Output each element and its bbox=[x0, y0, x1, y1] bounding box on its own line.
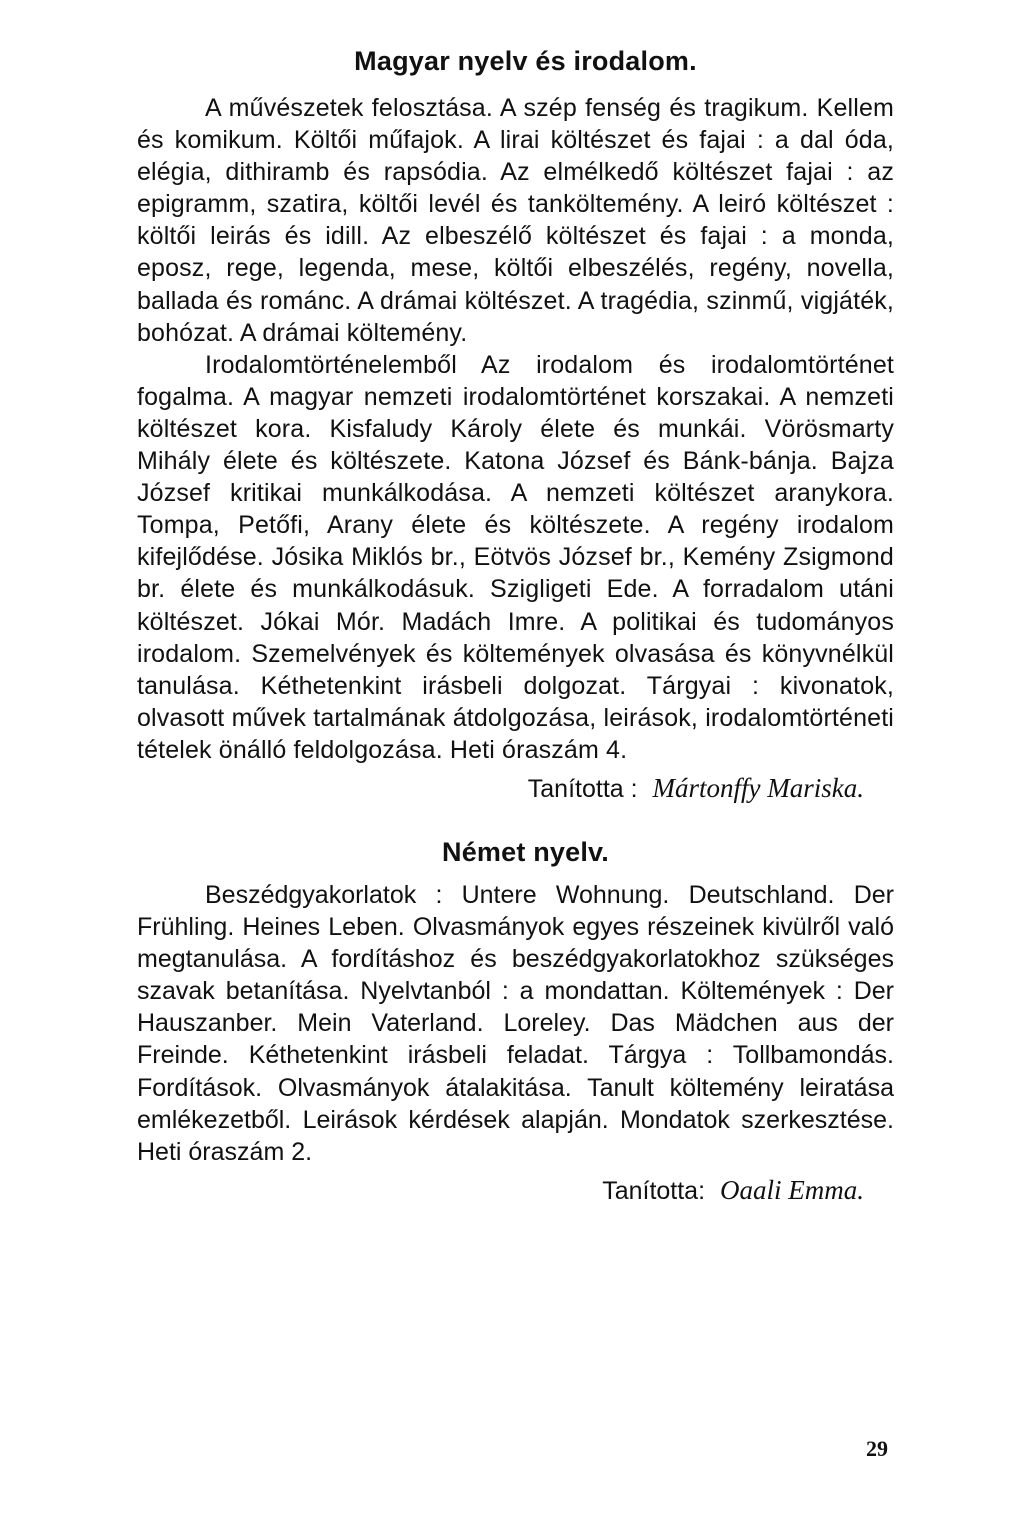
section-german bbox=[137, 835, 894, 1207]
document-page bbox=[137, 44, 894, 1207]
teacher-name: Oaali Emma. bbox=[720, 1174, 864, 1205]
section-heading-german: Német nyelv. bbox=[442, 836, 609, 867]
section-hungarian bbox=[137, 44, 894, 805]
section-heading-hungarian: Magyar nyelv és irodalom. bbox=[354, 46, 697, 76]
paragraph-literature: A művészetek felosztása. A szép fenség és tragikum. Kellem és komikum. Költői műfajok. A lirai költészet és fajai : a dal óda, elégia, dithiramb és rapsódia. Az elmélkedő költészet fajai : az epigramm, szatira, költői levél és tanköltemény. A leiró költészet : költői leirás és idill. Az elbeszélő költészet és fajai : a monda, eposz, rege, legenda, mese, költői elbeszélés, regény, novella, ballada és románc. A drámai költészet. A tragédia, szinmű, vigjáték, bohózat. A drámai költemény. bbox=[137, 94, 894, 347]
teacher-signature-hungarian bbox=[137, 772, 864, 805]
teacher-label: Tanította: bbox=[602, 1176, 706, 1205]
teacher-name: Mártonffy Mariska. bbox=[652, 772, 864, 803]
teacher-label: Tanította : bbox=[527, 774, 638, 803]
paragraph-literary-history: Irodalomtörténelemből Az irodalom és irodalomtörténet fogalma. A magyar nemzeti irodalomtörténet korszakai. A nemzeti költészet kora. Kisfaludy Károly élete és munkái. Vörösmarty Mihály élete és költészete. Katona József és Bánk-bánja. Bajza József kritikai munkálkodása. A nemzeti költészet aranykora. Tompa, Petőfi, Arany élete és költészete. A regény irodalom kifejlődése. Jósika Miklós br., Eötvös József br., Kemény Zsigmond br. élete és munkálkodásuk. Szigligeti Ede. A forradalom utáni költészet. Jókai Mór. Madách Imre. A politikai és tudományos irodalom. Szemelvények és költemények olvasása és könyvnélkül tanulása. Kéthetenkint irásbeli dolgozat. Tárgyai : kivonatok, olvasott művek tartalmának átdolgozása, leirások, irodalomtörténeti tételek önálló feldolgozása. Heti óraszám 4. bbox=[137, 350, 894, 764]
paragraph-german-curriculum: Beszédgyakorlatok : Untere Wohnung. Deutschland. Der Frühling. Heines Leben. Olvasmányok egyes részeinek kivülről való megtanulása. A fordításhoz és beszédgyakorlatokhoz szükséges szavak betanítása. Nyelvtanból : a mondattan. Költemények : Der Hauszanber. Mein Vaterland. Loreley. Das Mädchen aus der Freinde. Kéthetenkint irásbeli feladat. Tárgya : Tollbamondás. Fordítások. Olvasmányok átalakitása. Tanult költemény leiratása emlékezetből. Leirások kérdések alapján. Mondatok szerkesztése. Heti óraszám 2. bbox=[137, 880, 894, 1166]
page-number: 29 bbox=[866, 1436, 888, 1461]
teacher-signature-german bbox=[137, 1174, 864, 1207]
